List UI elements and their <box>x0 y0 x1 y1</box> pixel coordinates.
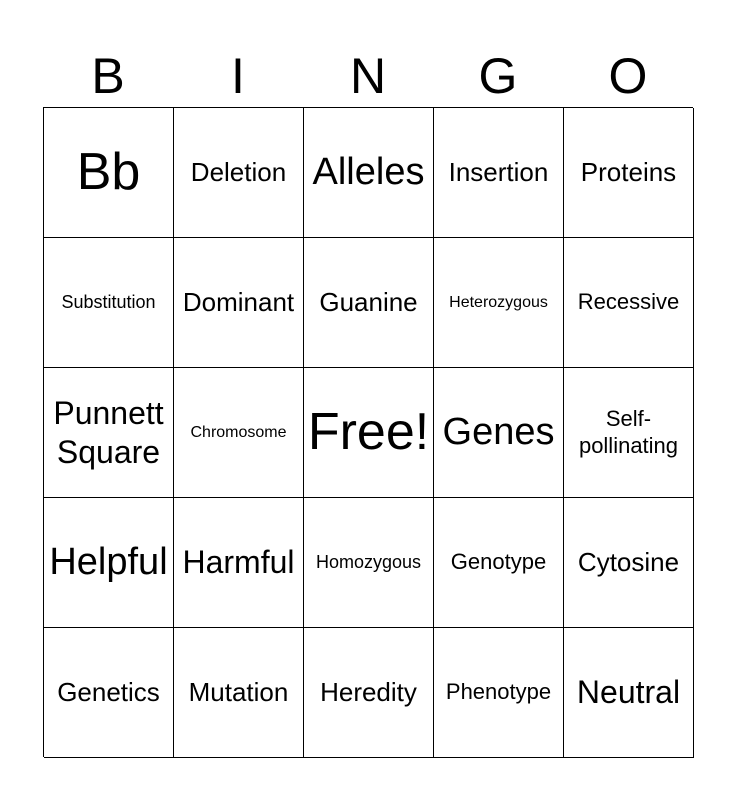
bingo-cell[interactable]: Genotype <box>434 498 564 628</box>
header-letter-n: N <box>349 48 387 104</box>
bingo-cell[interactable]: Genes <box>434 368 564 498</box>
bingo-cell[interactable]: Heredity <box>304 628 434 758</box>
bingo-cell[interactable]: Alleles <box>304 108 434 238</box>
bingo-cell[interactable]: Dominant <box>174 238 304 368</box>
bingo-board <box>43 107 693 757</box>
bingo-header <box>43 46 693 106</box>
bingo-cell[interactable]: Guanine <box>304 238 434 368</box>
bingo-cell[interactable]: Punnett Square <box>44 368 174 498</box>
bingo-cell[interactable]: Chromosome <box>174 368 304 498</box>
bingo-cell[interactable]: Mutation <box>174 628 304 758</box>
bingo-cell[interactable]: Cytosine <box>564 498 694 628</box>
bingo-cell[interactable]: Harmful <box>174 498 304 628</box>
bingo-cell[interactable]: Proteins <box>564 108 694 238</box>
free-space-cell[interactable]: Free! <box>304 368 434 498</box>
bingo-cell[interactable]: Neutral <box>564 628 694 758</box>
bingo-cell[interactable]: Insertion <box>434 108 564 238</box>
header-letter-i: I <box>231 48 245 104</box>
bingo-cell[interactable]: Self-pollinating <box>564 368 694 498</box>
bingo-cell[interactable]: Recessive <box>564 238 694 368</box>
bingo-cell[interactable]: Phenotype <box>434 628 564 758</box>
bingo-cell[interactable]: Heterozygous <box>434 238 564 368</box>
header-letter-b: B <box>91 48 125 104</box>
bingo-cell[interactable]: Substitution <box>44 238 174 368</box>
bingo-cell[interactable]: Genetics <box>44 628 174 758</box>
header-letter-o: O <box>608 48 648 104</box>
bingo-cell[interactable]: Deletion <box>174 108 304 238</box>
bingo-cell[interactable]: Helpful <box>44 498 174 628</box>
header-letter-g: G <box>478 48 518 104</box>
bingo-cell[interactable]: Bb <box>44 108 174 238</box>
bingo-cell[interactable]: Homozygous <box>304 498 434 628</box>
